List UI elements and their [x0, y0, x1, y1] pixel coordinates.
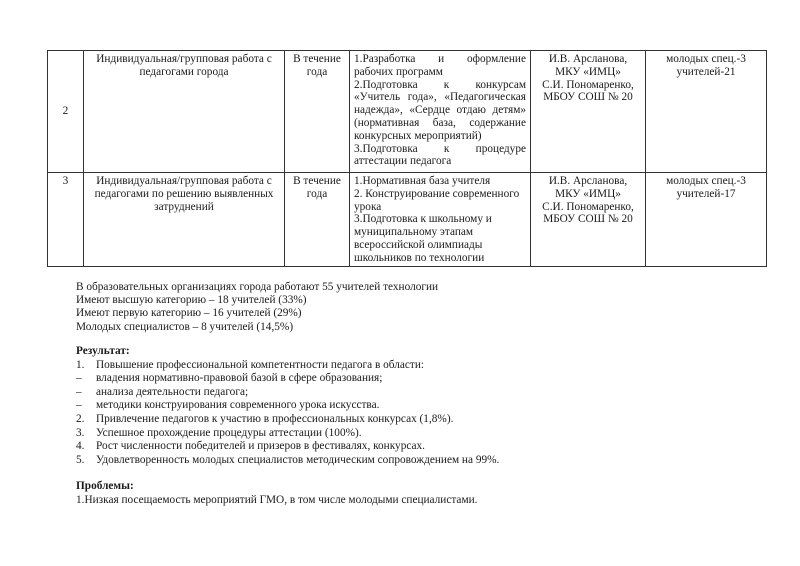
content-line: 2. Конструирование современного [354, 187, 520, 200]
responsible-persons [531, 173, 646, 267]
teacher-statistics [76, 281, 756, 334]
count-line: учителей-17 [676, 187, 736, 200]
content-line: «Учитель года», «Педагогическая [354, 91, 526, 104]
count-line: молодых спец.-3 [666, 175, 746, 187]
result-item [76, 372, 756, 386]
stats-line: Имеют первую категорию – 16 учителей (29%) [76, 307, 302, 320]
activity-title: Индивидуальная/групповая работа с педагогами города [84, 51, 285, 173]
stats-line: В образовательных организациях города работают 55 учителей технологии [76, 281, 439, 293]
responsible-line: С.И. Пономаренко, [542, 200, 634, 213]
list-marker: 1. [76, 358, 85, 371]
list-marker: – [76, 385, 82, 398]
result-text: Повышение профессиональной компетентности педагога в области: [96, 358, 425, 371]
table-row [48, 51, 767, 173]
responsible-line: МБОУ СОШ № 20 [543, 213, 633, 226]
results-heading: Результат: [76, 345, 130, 357]
result-item [76, 440, 756, 454]
result-item [76, 454, 756, 468]
content-line: 3.Подготовка к процедуре [354, 142, 526, 155]
responsible-line: МКУ «ИМЦ» [555, 65, 621, 78]
activity-content [350, 51, 531, 173]
content-line: 1.Нормативная база учителя [354, 175, 491, 187]
table-row [48, 173, 767, 267]
content-line: конкурсных мероприятий) [354, 129, 482, 142]
result-text: Удовлетворенность молодых специалистов методическим сопровождением на 99%. [96, 453, 500, 466]
list-marker: 2. [76, 412, 85, 425]
row-number: 2 [48, 51, 84, 173]
content-line: 1.Разработка и оформление [354, 53, 526, 65]
content-line: урока [354, 200, 382, 213]
content-line: муниципальному этапам [354, 226, 474, 239]
count-line: учителей-21 [676, 65, 736, 78]
responsible-line: И.В. Арсланова, [548, 175, 628, 187]
activity-period: В течение года [285, 51, 350, 173]
row-number: 3 [48, 173, 84, 267]
responsible-line: МКУ «ИМЦ» [555, 187, 621, 200]
activity-title: Индивидуальная/групповая работа с педагогами по решению выявленных затруднений [84, 173, 285, 267]
list-marker: – [76, 372, 82, 385]
content-line: рабочих программ [354, 65, 443, 78]
responsible-line: С.И. Пономаренко, [542, 78, 634, 91]
stats-line: Имеют высшую категорию – 18 учителей (33%) [76, 294, 307, 307]
participant-count [646, 51, 767, 173]
content-line: аттестации педагога [354, 155, 452, 168]
participant-count [646, 173, 767, 267]
list-marker: 5. [76, 453, 85, 466]
result-text: Привлечение педагогов к участию в профессиональных конкурсах (1,8%). [96, 412, 454, 425]
content-line: надежда», «Сердце отдаю детям» [354, 104, 526, 117]
content-line: всероссийской олимпиады [354, 238, 483, 251]
responsible-line: МБОУ СОШ № 20 [543, 91, 633, 104]
problems-heading: Проблемы: [76, 480, 134, 492]
problems-section [76, 480, 756, 507]
result-item [76, 359, 756, 373]
results-section [76, 345, 756, 467]
result-text: методики конструирования современного урока искусства. [96, 399, 380, 412]
content-line: 2.Подготовка к конкурсам [354, 78, 526, 91]
responsible-line: И.В. Арсланова, [548, 53, 628, 65]
activity-content [350, 173, 531, 267]
result-item [76, 413, 756, 427]
result-item [76, 386, 756, 400]
problem-item: 1.Низкая посещаемость мероприятий ГМО, в том числе молодыми специалистами. [76, 493, 478, 506]
content-line: (нормативная база, содержание [354, 116, 526, 129]
list-marker: 3. [76, 426, 85, 439]
list-marker: 4. [76, 440, 85, 453]
list-marker: – [76, 399, 82, 412]
count-line: молодых спец.-3 [666, 53, 746, 65]
activity-period: В течение года [285, 173, 350, 267]
result-text: Успешное прохождение процедуры аттестации (100%). [96, 426, 362, 439]
result-text: Рост численности победителей и призеров в фестивалях, конкурсах. [96, 440, 425, 453]
responsible-persons [531, 51, 646, 173]
result-text: владения нормативно-правовой базой в сфере образования; [96, 372, 383, 385]
stats-line: Молодых специалистов – 8 учителей (14,5%) [76, 320, 294, 333]
activities-table [47, 50, 767, 267]
content-line: школьников по технологии [354, 251, 485, 264]
result-text: анализа деятельности педагога; [96, 385, 249, 398]
result-item [76, 399, 756, 413]
content-line: 3.Подготовка к школьному и [354, 213, 492, 226]
result-item [76, 427, 756, 441]
